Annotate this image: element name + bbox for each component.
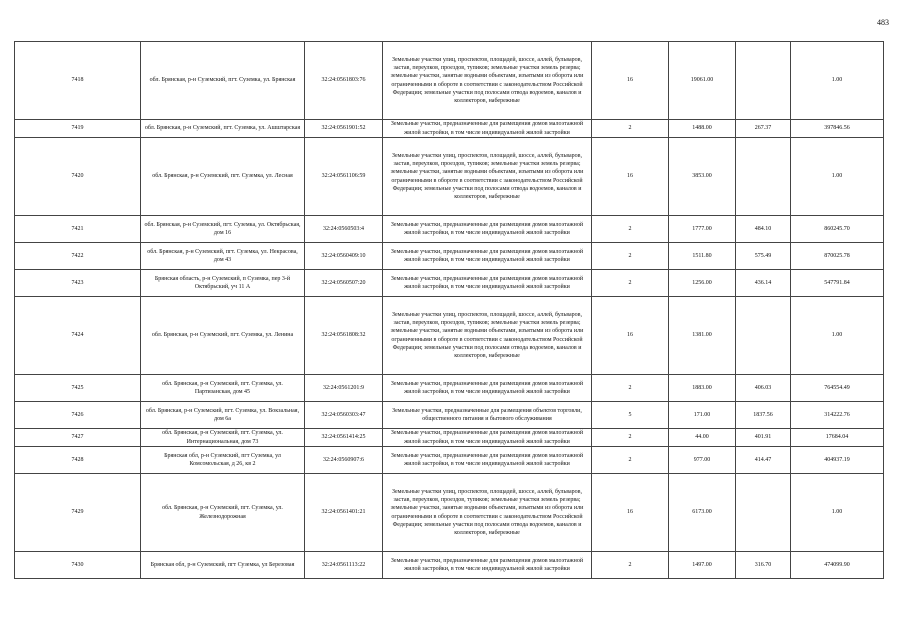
- area-cell: 1883.00: [669, 375, 736, 402]
- land-use-cell: Земельные участки, предназначенные для размещения объектов торговли, общественного питания и бытового обслуживания: [383, 402, 592, 429]
- cadastral-number-cell: 32:24:0560507:20: [305, 270, 383, 297]
- address-cell: обл. Брянская, р-н Суземский, пгт. Суземка, ул. Ашштарская: [141, 120, 305, 138]
- specific-value-cell: 484.10: [736, 216, 791, 243]
- land-use-cell: Земельные участки, предназначенные для размещения домов малоэтажной жилой застройки, в том числе индивидуальной жилой застройки: [383, 120, 592, 138]
- address-cell: обл. Брянская, р-н Суземский, пгт. Суземка, ул. Партизанская, дом 45: [141, 375, 305, 402]
- area-cell: 1511.80: [669, 243, 736, 270]
- address-cell: Брянская область, р-н Суземский, п Суземка, пер 3-й Октябрьский, уч 11 А: [141, 270, 305, 297]
- specific-value-cell: 1837.56: [736, 402, 791, 429]
- cadastral-value-cell: 474099.90: [791, 552, 884, 579]
- row-number-cell: 7427: [15, 429, 141, 447]
- table-row: [15, 297, 884, 375]
- specific-value-cell: [736, 42, 791, 120]
- land-use-cell: Земельные участки, предназначенные для размещения домов малоэтажной жилой застройки, в том числе индивидуальной жилой застройки: [383, 216, 592, 243]
- address-cell: Брянская обл, р-н Суземский, пгт Суземка, ул Березовая: [141, 552, 305, 579]
- row-number-cell: 7426: [15, 402, 141, 429]
- use-group-cell: 16: [592, 297, 669, 375]
- cadastral-value-cell: 397846.56: [791, 120, 884, 138]
- use-group-cell: 2: [592, 375, 669, 402]
- use-group-cell: 2: [592, 270, 669, 297]
- address-cell: обл. Брянская, р-н Суземский, пгт. Суземка, ул. Октябрьская, дом 16: [141, 216, 305, 243]
- use-group-cell: 2: [592, 216, 669, 243]
- cadastral-value-cell: 17684.04: [791, 429, 884, 447]
- table-row: [15, 447, 884, 474]
- land-use-cell: Земельные участки, предназначенные для размещения домов малоэтажной жилой застройки, в том числе индивидуальной жилой застройки: [383, 552, 592, 579]
- row-number-cell: 7424: [15, 297, 141, 375]
- cadastral-number-cell: 32:24:0561113:22: [305, 552, 383, 579]
- row-number-cell: 7423: [15, 270, 141, 297]
- specific-value-cell: 401.91: [736, 429, 791, 447]
- use-group-cell: 16: [592, 138, 669, 216]
- table-row: [15, 402, 884, 429]
- land-use-cell: Земельные участки, предназначенные для размещения домов малоэтажной жилой застройки, в том числе индивидуальной жилой застройки: [383, 270, 592, 297]
- specific-value-cell: 267.37: [736, 120, 791, 138]
- address-cell: обл. Брянская, р-н Суземский, пгт. Суземка, ул. Ленина: [141, 297, 305, 375]
- cadastral-number-cell: 32:24:0561808:32: [305, 297, 383, 375]
- area-cell: 3853.00: [669, 138, 736, 216]
- cadastral-value-cell: 1.00: [791, 42, 884, 120]
- row-number-cell: 7418: [15, 42, 141, 120]
- address-cell: обл. Брянская, р-н Суземский, пгт. Суземка, ул. Железнодорожная: [141, 474, 305, 552]
- row-number-cell: 7420: [15, 138, 141, 216]
- cadastral-number-cell: 32:24:0560303:47: [305, 402, 383, 429]
- land-use-cell: Земельные участки улиц, проспектов, площадей, шоссе, аллей, бульваров, застав, переулков, проездов, тупиков; земельные участки земель резерва; земельные участки, занятые водными объектами, изъятыми из оборота или ограниченными в обороте в соответствии с законодательством Российской Федерации; земельные участки под полосами отвода водоемов, каналов и коллекторов, набережные: [383, 42, 592, 120]
- specific-value-cell: [736, 474, 791, 552]
- area-cell: 171.00: [669, 402, 736, 429]
- specific-value-cell: 575.49: [736, 243, 791, 270]
- cadastral-number-cell: 32:24:0561106:59: [305, 138, 383, 216]
- address-cell: обл. Брянская, р-н Суземский, пгт. Суземка, ул. Некрасова, дом 43: [141, 243, 305, 270]
- use-group-cell: 2: [592, 243, 669, 270]
- table-row: [15, 474, 884, 552]
- land-use-cell: Земельные участки улиц, проспектов, площадей, шоссе, аллей, бульваров, застав, переулков, проездов, тупиков; земельные участки земель резерва; земельные участки, занятые водными объектами, изъятыми из оборота или ограниченными в обороте в соответствии с законодательством Российской Федерации; земельные участки под полосами отвода водоемов, каналов и коллекторов, набережные: [383, 474, 592, 552]
- row-number-cell: 7422: [15, 243, 141, 270]
- specific-value-cell: [736, 297, 791, 375]
- address-cell: обл. Брянская, р-н Суземский, пгт. Суземка, ул. Интернациональная, дом 73: [141, 429, 305, 447]
- cadastral-number-cell: 32:24:0561414:25: [305, 429, 383, 447]
- row-number-cell: 7421: [15, 216, 141, 243]
- cadastral-value-cell: 404937.19: [791, 447, 884, 474]
- row-number-cell: 7425: [15, 375, 141, 402]
- row-number-cell: 7430: [15, 552, 141, 579]
- land-use-cell: Земельные участки улиц, проспектов, площадей, шоссе, аллей, бульваров, застав, переулков, проездов, тупиков; земельные участки земель резерва; земельные участки, занятые водными объектами, изъятыми из оборота или ограниченными в обороте в соответствии с законодательством Российской Федерации; земельные участки под полосами отвода водоемов, каналов и коллекторов, набережные: [383, 138, 592, 216]
- cadastral-value-cell: 314222.76: [791, 402, 884, 429]
- cadastral-value-cell: 547791.84: [791, 270, 884, 297]
- use-group-cell: 16: [592, 474, 669, 552]
- table-row: [15, 270, 884, 297]
- table-row: [15, 429, 884, 447]
- specific-value-cell: [736, 138, 791, 216]
- area-cell: 1488.00: [669, 120, 736, 138]
- land-use-cell: Земельные участки, предназначенные для размещения домов малоэтажной жилой застройки, в том числе индивидуальной жилой застройки: [383, 429, 592, 447]
- table-row: [15, 120, 884, 138]
- address-cell: обл. Брянская, р-н Суземский, пгт. Суземка, ул. Вокзальная, дом 6а: [141, 402, 305, 429]
- table-row: [15, 42, 884, 120]
- use-group-cell: 2: [592, 552, 669, 579]
- use-group-cell: 2: [592, 447, 669, 474]
- table-row: [15, 243, 884, 270]
- address-cell: обл. Брянская, р-н Суземский, пгт. Суземка, ул. Брянская: [141, 42, 305, 120]
- cadastral-number-cell: 32:24:0560503:4: [305, 216, 383, 243]
- cadastral-number-cell: 32:24:0561401:21: [305, 474, 383, 552]
- row-number-cell: 7419: [15, 120, 141, 138]
- cadastral-value-cell: 860245.70: [791, 216, 884, 243]
- specific-value-cell: 316.70: [736, 552, 791, 579]
- area-cell: 1256.00: [669, 270, 736, 297]
- registry-table: [14, 41, 884, 579]
- address-cell: обл. Брянская, р-н Суземский, пгт. Суземка, ул. Лесная: [141, 138, 305, 216]
- use-group-cell: 2: [592, 120, 669, 138]
- specific-value-cell: 436.14: [736, 270, 791, 297]
- area-cell: 1497.00: [669, 552, 736, 579]
- area-cell: 6173.00: [669, 474, 736, 552]
- address-cell: Брянская обл, р-н Суземский, пгт Суземка, ул Комсомольская, д 26, кв 2: [141, 447, 305, 474]
- area-cell: 44.00: [669, 429, 736, 447]
- table-row: [15, 552, 884, 579]
- page-number: 483: [877, 18, 889, 27]
- cadastral-number-cell: 32:24:0561201:9: [305, 375, 383, 402]
- cadastral-value-cell: 1.00: [791, 138, 884, 216]
- cadastral-number-cell: 32:24:0560907:6: [305, 447, 383, 474]
- cadastral-number-cell: 32:24:0561901:52: [305, 120, 383, 138]
- area-cell: 1777.00: [669, 216, 736, 243]
- land-use-cell: Земельные участки, предназначенные для размещения домов малоэтажной жилой застройки, в том числе индивидуальной жилой застройки: [383, 375, 592, 402]
- land-use-cell: Земельные участки, предназначенные для размещения домов малоэтажной жилой застройки, в том числе индивидуальной жилой застройки: [383, 243, 592, 270]
- table-row: [15, 375, 884, 402]
- table-row: [15, 138, 884, 216]
- land-use-cell: Земельные участки, предназначенные для размещения домов малоэтажной жилой застройки, в том числе индивидуальной жилой застройки: [383, 447, 592, 474]
- area-cell: 977.00: [669, 447, 736, 474]
- area-cell: 1381.00: [669, 297, 736, 375]
- use-group-cell: 5: [592, 402, 669, 429]
- specific-value-cell: 414.47: [736, 447, 791, 474]
- land-use-cell: Земельные участки улиц, проспектов, площадей, шоссе, аллей, бульваров, застав, переулков, проездов, тупиков; земельные участки земель резерва; земельные участки, занятые водными объектами, изъятыми из оборота или ограниченными в обороте в соответствии с законодательством Российской Федерации; земельные участки под полосами отвода водоемов, каналов и коллекторов, набережные: [383, 297, 592, 375]
- cadastral-value-cell: 1.00: [791, 297, 884, 375]
- row-number-cell: 7428: [15, 447, 141, 474]
- registry-body: [15, 42, 884, 579]
- specific-value-cell: 406.03: [736, 375, 791, 402]
- cadastral-number-cell: 32:24:0560409:10: [305, 243, 383, 270]
- cadastral-value-cell: 1.00: [791, 474, 884, 552]
- row-number-cell: 7429: [15, 474, 141, 552]
- table-row: [15, 216, 884, 243]
- cadastral-value-cell: 870025.78: [791, 243, 884, 270]
- area-cell: 19061.00: [669, 42, 736, 120]
- cadastral-number-cell: 32:24:0561803:76: [305, 42, 383, 120]
- use-group-cell: 16: [592, 42, 669, 120]
- use-group-cell: 2: [592, 429, 669, 447]
- cadastral-value-cell: 764554.49: [791, 375, 884, 402]
